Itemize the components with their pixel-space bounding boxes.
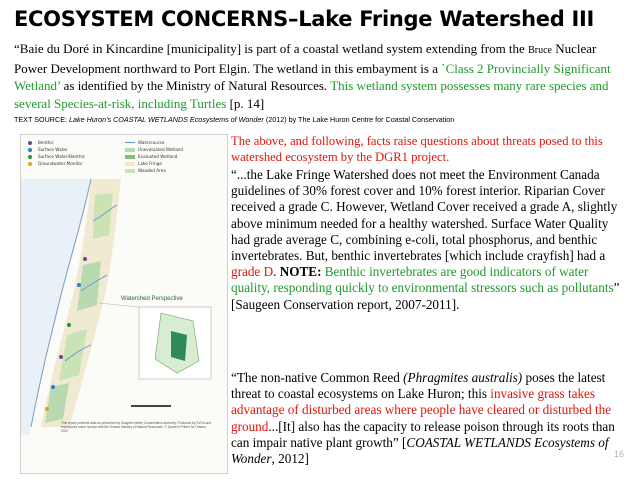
source-tail: (2012) by The Lake Huron Centre for Coastal Conservation: [263, 115, 455, 124]
legend-label: Benthic: [38, 140, 54, 145]
p2-a: “The non-native Common Reed: [231, 370, 404, 385]
phragmites-quote: [231, 370, 626, 467]
station-groundwater-1: [45, 407, 49, 411]
legend-label: Lake Fringe: [138, 161, 162, 166]
p2-species: (Phragmites australis): [403, 370, 523, 385]
p1-a: “...the Lake Fringe Watershed does not meet the Environment Canada guidelines of 30% forest cover and 10% forest interior. Riparian Cover received a grade C. However, Wetland Cover received a grade A, slightly above minimum needed for a healthy watershed. Surface Water Quality had grade average C, combining e-coli, total phosphorus, and benthic invertebrates. But, benthic invertebrates [which include crayfish] had a: [231, 167, 618, 264]
station-surface-2: [51, 385, 55, 389]
dgr1-threat-intro: The above, and following, facts raise questions about threats posed to this watershed ecosystem by the DGR1 project.: [231, 134, 603, 164]
note-label: NOTE:: [279, 264, 325, 280]
intro-quote: [14, 40, 626, 112]
p1-c: .: [273, 264, 280, 280]
page-title: ECOSYSTEM CONCERNS–Lake Fringe Watershed III: [14, 7, 595, 31]
grade-d: grade D: [231, 264, 274, 280]
watershed-map: [20, 134, 228, 474]
intro-class2: `Class 2 Provincially Significant Wetland’: [14, 60, 611, 93]
p2-g: , 2012]: [271, 451, 309, 467]
station-surface-1: [77, 283, 81, 287]
page-number: 16: [613, 449, 624, 459]
intro-a: “Baie du Doré in Kincardine [municipality] is part of a coastal wetland system extending from the: [14, 41, 529, 56]
legend-label: Wooded Area: [138, 168, 166, 173]
station-both-1: [67, 323, 71, 327]
inset-connector: [99, 303, 139, 307]
intro-species: This wetland system possesses many rare species and several Species-at-risk, including Turtles: [14, 78, 609, 111]
p1-f: ” [Saugeen Conservation report, 2007-2011].: [231, 280, 620, 312]
intro-b: Bruce: [528, 45, 552, 56]
station-benthic-1: [83, 257, 87, 261]
intro-page: [p. 14]: [226, 95, 265, 111]
invasive-grass-text: invasive grass takes advantage of disturbed areas where people have cleared or disturbed the ground: [231, 386, 612, 434]
source-work: Lake Huron's COASTAL WETLANDS Ecosystems of Wonder: [68, 115, 264, 124]
p2-e: ...[It] also has the capacity to release poison through its roots than can impair native plant growth” [: [231, 418, 615, 450]
legend-label: Surface Water/Benthic: [38, 154, 85, 159]
inset-highlight: [171, 331, 187, 361]
legend-label: Surface Water: [38, 147, 68, 152]
inset-label: Watershed Perspective: [121, 296, 183, 302]
intro-e: as identified by the Ministry of Natural Resources.: [60, 78, 331, 93]
text-source: [14, 115, 626, 125]
benthic-note: Benthic invertebrates are good indicators of water quality, responding quickly to environmental stressors such as pollutants: [231, 264, 614, 296]
p2-work: COASTAL WETLANDS Ecosystems of Wonder: [231, 434, 609, 467]
legend-label: Evaluated Wetland: [138, 154, 178, 159]
station-benthic-2: [59, 355, 63, 359]
forest-cover-quote: [231, 167, 626, 313]
legend-label: Unevaluated Wetland: [138, 147, 184, 152]
scale-bar: [131, 405, 171, 407]
legend-label: Groundwater Monitor: [38, 161, 83, 166]
source-lead: TEXT SOURCE:: [14, 115, 69, 124]
p2-c: poses the latest threat to coastal ecosystems on Lake Huron; this: [231, 370, 606, 402]
intro-c: Nuclear Power Development northward to Port Elgin. The wetland in this embayment is a: [14, 41, 597, 76]
legend-label: Watercourse: [138, 140, 165, 145]
map-notes: This report presents data as presented by Saugeen Valley Conservation Authority. Produced by SVCA and reproduced under licence with the Ontario Ministry of Natural Resources. © Queen's Printer for Ontario, 2012: [61, 421, 211, 434]
